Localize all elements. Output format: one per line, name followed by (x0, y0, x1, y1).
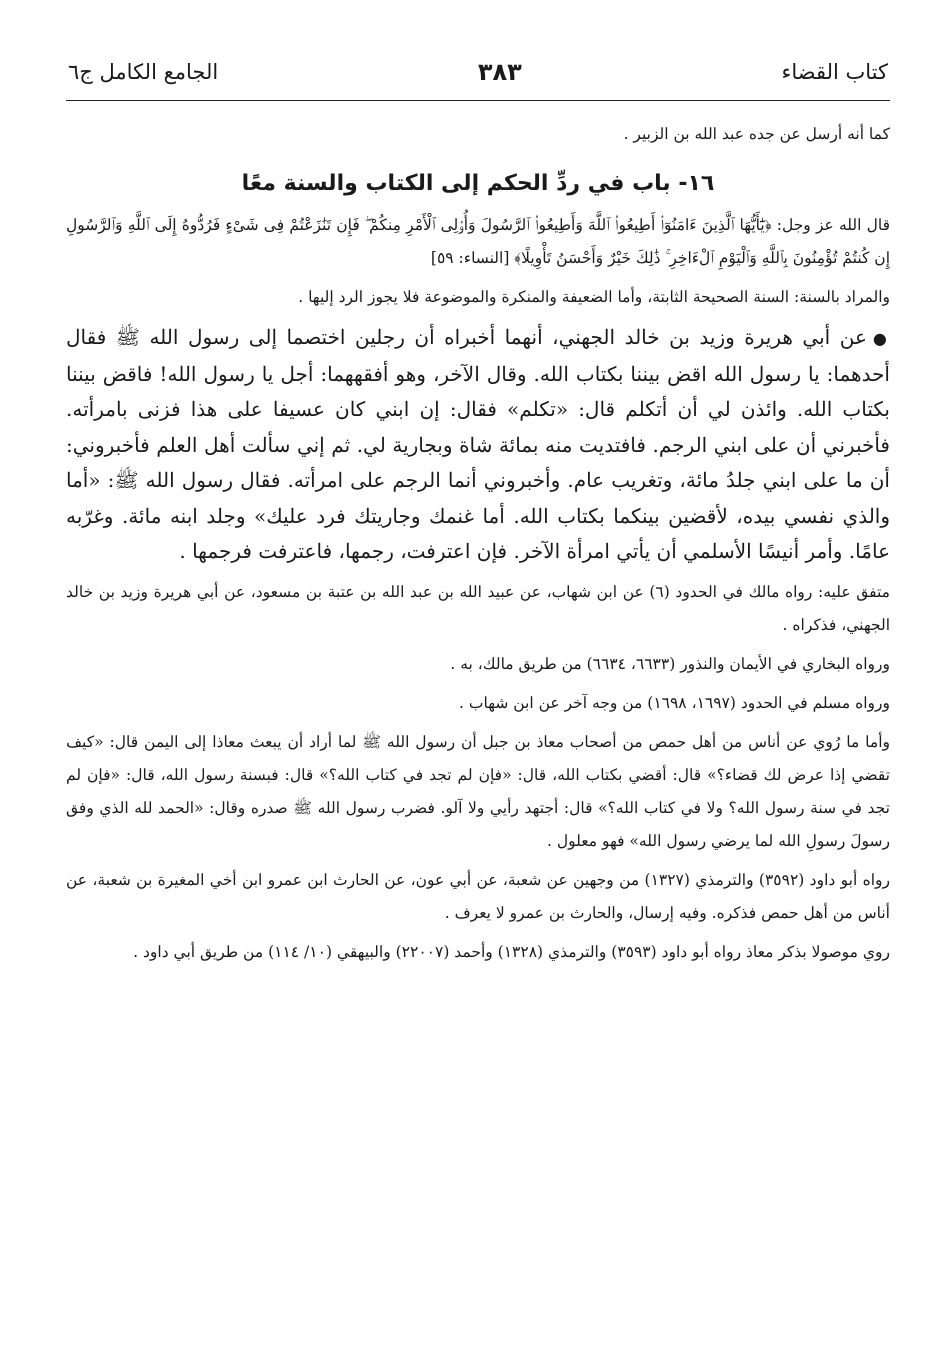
header-rule (66, 100, 890, 101)
intro-line: كما أنه أرسل عن جده عبد الله بن الزبير . (623, 125, 890, 143)
bullet-icon: ● (872, 329, 890, 348)
page-body (66, 118, 890, 969)
chapter-title: كتاب القضاء (781, 60, 888, 84)
takhrij-paragraph: ورواه البخاري في الأيمان والنذور (٦٦٣٣، ٦٦٣٤) من طريق مالك، به . (450, 654, 890, 673)
hadith-text (66, 320, 890, 570)
sunnah-note: والمراد بالسنة: السنة الصحيحة الثابتة، وأما الضعيفة والمنكرة والموضوعة فلا يجوز الرد إليها . (298, 288, 890, 306)
muadh-paragraph: وأما ما رُوي عن أناس من أهل حمص من أصحاب معاذ بن جبل أن رسول الله ﷺ لما أراد أن يبعث معاذا إلى اليمن قال: «كيف تقضي إذا عرض لك قضاء؟» قال: أقضي بكتاب الله، قال: «فإن لم تجد في كتاب الله؟» قال: فبسنة رسول الله، قال: «فإن لم تجد في سنة رسول الله؟ ولا في كتاب الله؟» قال: أجتهد رأيي ولا آلو. فضرب رسول الله ﷺ صدره وقال: «الحمد لله الذي وفق رسولَ رسولِ الله لما يرضي رسول الله» فهو معلول . (66, 732, 890, 850)
takhrij-paragraph: روي موصولا بذكر معاذ رواه أبو داود (٣٥٩٣) والترمذي (١٣٢٨) وأحمد (٢٢٠٠٧) والبيهقي (١٠/ ١١٤) من طريق أبي داود . (133, 942, 890, 961)
page-number: ٣٨٣ (477, 58, 522, 86)
book-title: الجامع الكامل ج٦ (68, 60, 219, 84)
running-header (68, 52, 888, 92)
takhrij-paragraph: ورواه مسلم في الحدود (١٦٩٧، ١٦٩٨) من وجه آخر عن ابن شهاب . (459, 693, 890, 712)
section-heading: ١٦- باب في ردِّ الحكم إلى الكتاب والسنة معًا (241, 171, 715, 196)
quran-verse: قال الله عز وجل: ﴿يَٰٓأَيُّهَا ٱلَّذِينَ ءَامَنُوٓا۟ أَطِيعُوا۟ ٱللَّهَ وَأَطِيعُوا۟ ٱلرَّسُولَ وَأُو۟لِى ٱلْأَمْرِ مِنكُمْ ۖ فَإِن تَنَٰزَعْتُمْ فِى شَىْءٍ فَرُدُّوهُ إِلَى ٱللَّهِ وَٱلرَّسُولِ إِن كُنتُمْ تُؤْمِنُونَ بِٱللَّهِ وَٱلْيَوْمِ ٱلْءَاخِرِ ۚ ذَٰلِكَ خَيْرٌ وَأَحْسَنُ تَأْوِيلًا﴾ [النساء: ٥٩] (66, 216, 890, 267)
hadith-body: عن أبي هريرة وزيد بن خالد الجهني، أنهما أخبراه أن رجلين اختصما إلى رسول الله ﷺ فقال أحدهما: يا رسول الله اقض بيننا بكتاب الله. وقال الآخر، وهو أفقههما: أجل يا رسول الله! فاقض بيننا بكتاب الله. وائذن لي أن أتكلم قال: «تكلم» فقال: إن ابني كان عسيفا على هذا فزنى بامرأته. فأخبرني أن على ابني الرجم. فافتديت منه بمائة شاة وبجارية لي. ثم إني سألت أهل العلم فأخبروني: أن ما على ابني جلدُ مائة، وتغريب عام. وأخبروني أنما الرجم على امرأته. فقال رسول الله ﷺ: «أما والذي نفسي بيده، لأقضين بينكما بكتاب الله. أما غنمك وجاريتك فرد عليك» وجلد ابنه مائة. وغرّبه عامًا. وأمر أنيسًا الأسلمي أن يأتي امرأة الآخر. فإن اعترفت، رجمها، فاعترفت فرجمها . (66, 325, 891, 563)
takhrij-paragraph: متفق عليه: رواه مالك في الحدود (٦) عن ابن شهاب، عن عبيد الله بن عبد الله بن عتبة بن مسعود، عن أبي هريرة وزيد بن خالد الجهني، فذكراه . (66, 582, 890, 634)
takhrij-paragraph: رواه أبو داود (٣٥٩٢) والترمذي (١٣٢٧) من وجهين عن شعبة، عن أبي عون، عن الحارث ابن عمرو ابن أخي المغيرة بن شعبة، عن أناس من أهل حمص فذكره. وفيه إرسال، والحارث بن عمرو لا يعرف . (66, 870, 890, 922)
